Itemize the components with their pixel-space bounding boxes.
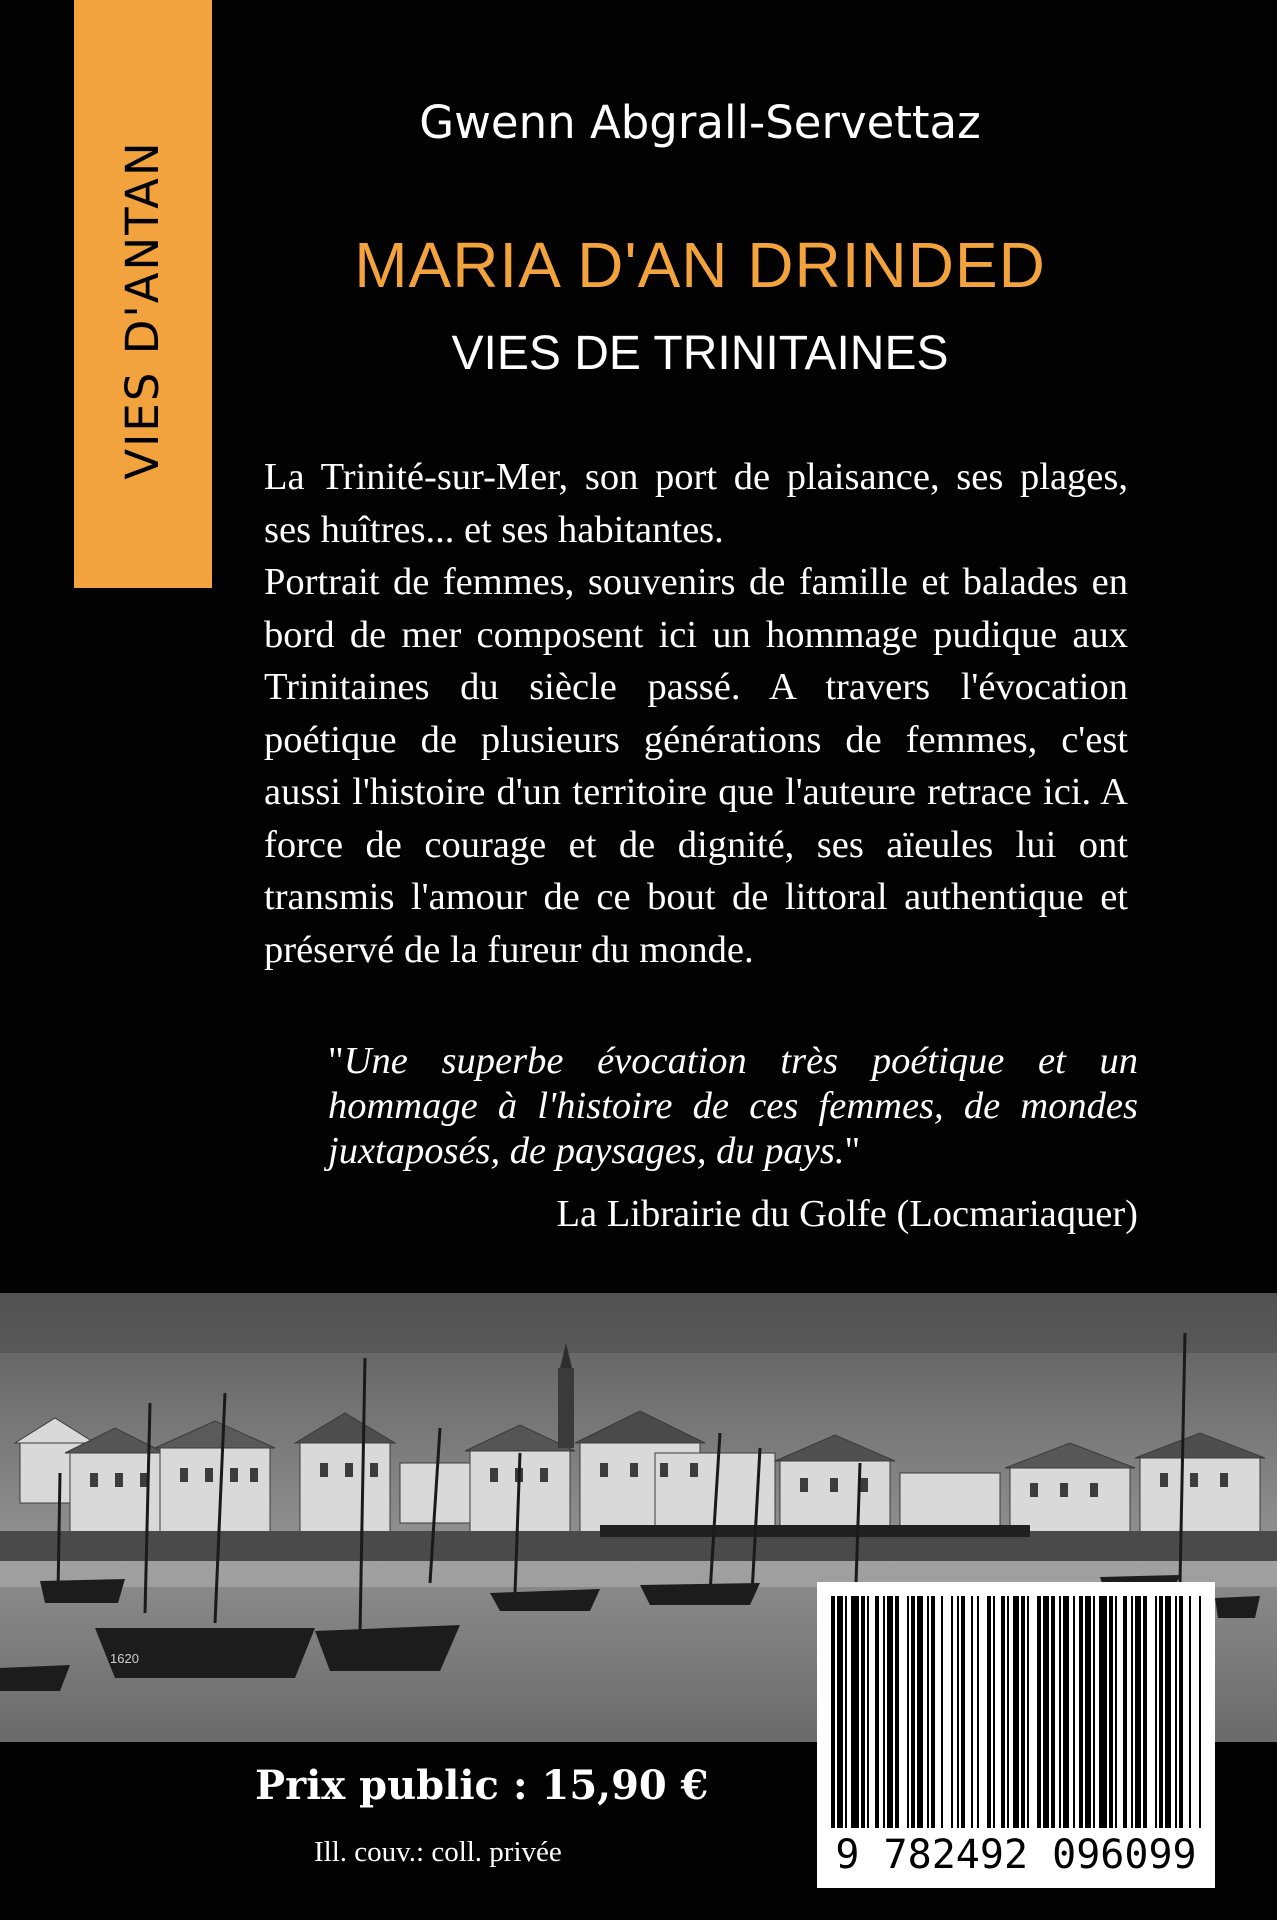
barcode-bar — [931, 1596, 935, 1828]
barcode-bar — [1165, 1596, 1171, 1828]
quote-close-mark: " — [844, 1130, 861, 1172]
barcode-bar — [883, 1596, 885, 1828]
barcode-bar — [1155, 1596, 1157, 1828]
quote-source: La Librairie du Golfe (Locmariaquer) — [556, 1193, 1138, 1235]
barcode-bar — [1093, 1596, 1095, 1828]
barcode-bar — [961, 1596, 965, 1828]
book-subtitle: VIES DE TRINITAINES — [451, 327, 949, 380]
blurb-paragraph-2: Portrait de femmes, souvenirs de famille et balades en bord de mer composent ici un hommage pudique aux Trinitaines du siècle passé. A travers l'évocation poétique de plusieurs générations de femmes, c'est aussi l'histoire d'un territoire que l'auteure retrace ici. A force de courage et de dignité, ses aïeules lui ont transmis l'amour de ce bout de littoral authentique et préservé de la fureur du monde. — [264, 561, 1128, 971]
book-title: MARIA D'AN DRINDED — [354, 229, 1046, 301]
blurb — [264, 451, 1128, 976]
barcode-bar — [1131, 1596, 1133, 1828]
barcode-bar — [1001, 1596, 1005, 1828]
barcode-bar — [951, 1596, 953, 1828]
barcode-bar — [1079, 1596, 1083, 1828]
barcode-bar — [1159, 1596, 1163, 1828]
quote-text: Une superbe évocation très poétique et un hommage à l'histoire de ces femmes, de mondes juxtaposés, de paysages, du pays. — [328, 1040, 1138, 1172]
barcode-bar — [1189, 1596, 1191, 1828]
barcode-bar — [1199, 1596, 1201, 1828]
barcode-bar — [1007, 1596, 1009, 1828]
barcode-bar — [887, 1596, 893, 1828]
barcode-bar — [1051, 1596, 1055, 1828]
barcode-bar — [831, 1596, 835, 1828]
barcode-bar — [1115, 1596, 1117, 1828]
review-quote — [328, 1039, 1138, 1174]
barcode-bar — [845, 1596, 847, 1828]
barcode-bar — [1123, 1596, 1127, 1828]
barcode-bar — [1175, 1596, 1177, 1828]
barcode-bar — [911, 1596, 915, 1828]
barcode-bar — [957, 1596, 959, 1828]
barcode-bar — [971, 1596, 973, 1828]
barcode-bar — [977, 1596, 979, 1828]
barcode-bar — [1179, 1596, 1183, 1828]
barcode-bar — [1135, 1596, 1141, 1828]
blurb-paragraph-1: La Trinité-sur-Mer, son port de plaisance, ses plages, ses huîtres... et ses habitantes. — [264, 456, 1128, 551]
price: Prix public : 15,90 € — [255, 1762, 709, 1809]
isbn-digits: 9 782492 096099 — [835, 1832, 1197, 1878]
barcode-bar — [1099, 1596, 1107, 1828]
series-label: VIES D'ANTAN — [116, 140, 169, 480]
barcode-bar — [1059, 1596, 1061, 1828]
isbn-barcode — [817, 1582, 1215, 1888]
barcode-bar — [1109, 1596, 1113, 1828]
barcode-bar — [1037, 1596, 1041, 1828]
barcode-bar — [917, 1596, 923, 1828]
quote-open-mark: " — [328, 1040, 344, 1082]
barcode-bar — [1143, 1596, 1147, 1828]
boat-number: 1620 — [110, 1651, 139, 1666]
barcode-bar — [941, 1596, 943, 1828]
barcode-bar — [1013, 1596, 1019, 1828]
barcode-bar — [895, 1596, 899, 1828]
barcode-bar — [927, 1596, 929, 1828]
barcode-bar — [1043, 1596, 1049, 1828]
barcode-bar — [987, 1596, 991, 1828]
barcode-bar — [1085, 1596, 1091, 1828]
barcode-bar — [1027, 1596, 1029, 1828]
barcode-bar — [907, 1596, 909, 1828]
barcode-bar — [1063, 1596, 1069, 1828]
barcode-bar — [875, 1596, 879, 1828]
barcode-bar — [867, 1596, 869, 1828]
barcode-bar — [1073, 1596, 1075, 1828]
illustration-credit: Ill. couv.: coll. privée — [314, 1836, 562, 1868]
barcode-bar — [861, 1596, 865, 1828]
barcode-bar — [837, 1596, 843, 1828]
author-name: Gwenn Abgrall-Servettaz — [419, 96, 981, 149]
barcode-bar — [1021, 1596, 1025, 1828]
barcode-bar — [851, 1596, 859, 1828]
barcode-bar — [993, 1596, 995, 1828]
